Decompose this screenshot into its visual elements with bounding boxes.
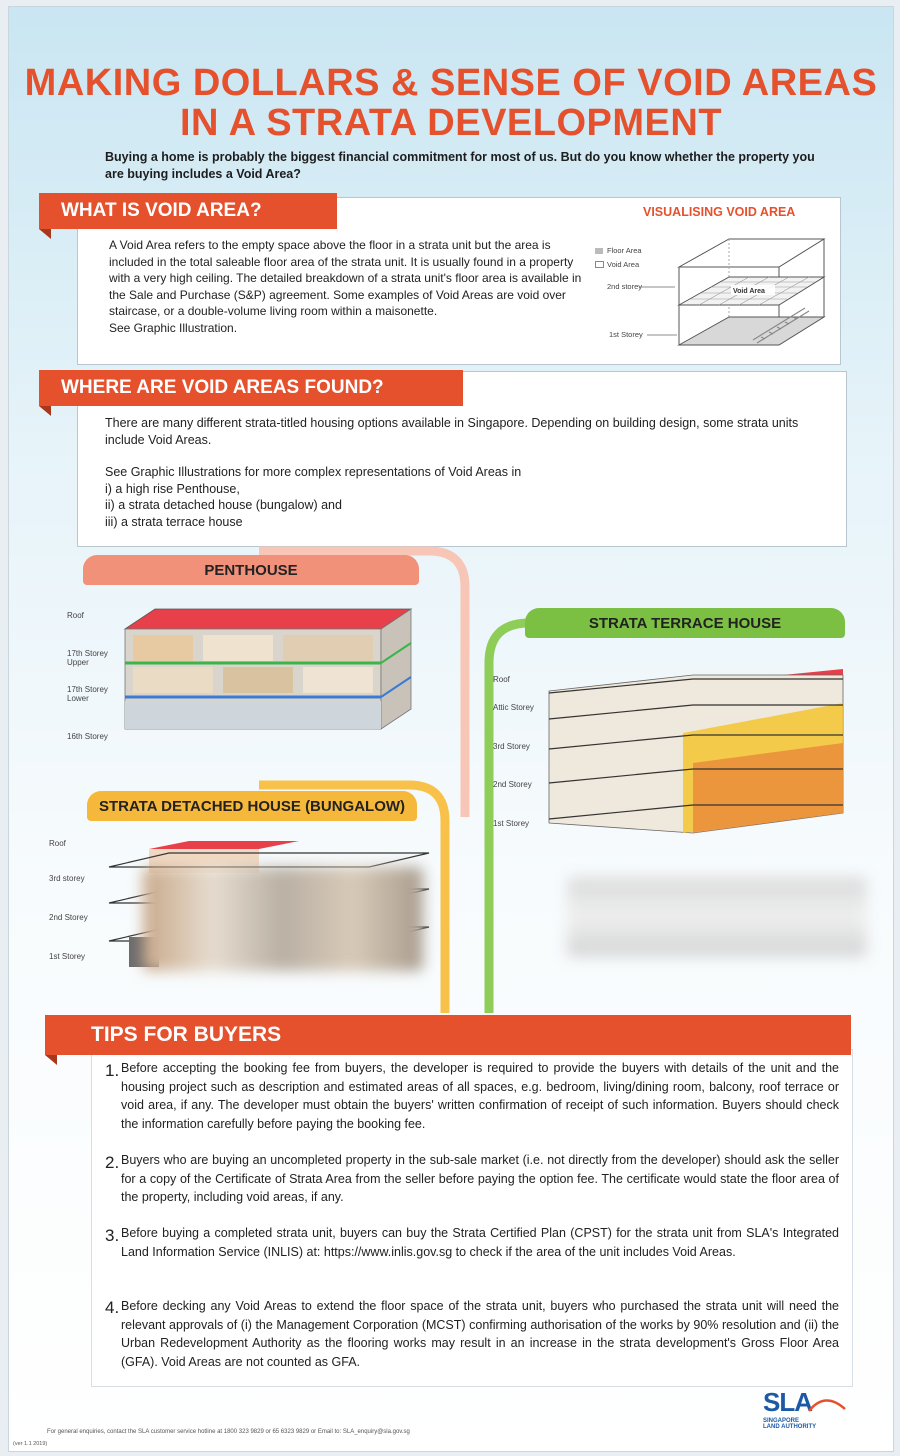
what-is-see: See Graphic Illustration. (109, 320, 238, 335)
terrace-label: Attic Storey (493, 703, 534, 712)
penthouse-label: 17th Storey Lower (67, 685, 108, 703)
what-is-definition: A Void Area refers to the empty space above the floor in a strata unit but the area is included in the total saleable floor area of the strata unit. It is usually found in a property with a very high ceiling. The detailed breakdown of a strata unit's floor area is available in the Sale and Purchase (S&P) agreement. Some examples of Void Areas are void over staircase, or a double-volume living room within a maisonette. (109, 238, 582, 318)
penthouse-illustration (119, 597, 419, 747)
penthouse-label: 17th Storey Upper (67, 649, 108, 667)
footer-version: (ver 1.1 2019) (13, 1441, 48, 1447)
tip-number: 2. (105, 1153, 120, 1172)
terrace-label: 2nd Storey (493, 780, 532, 789)
what-is-heading-text: WHAT IS VOID AREA? (61, 200, 262, 221)
where-para-2: See Graphic Illustrations for more complex representations of Void Areas in (105, 465, 522, 479)
blurred-region (567, 877, 867, 957)
tip-number: 4. (105, 1298, 120, 1317)
sla-logo (763, 1387, 853, 1443)
intro-text: Buying a home is probably the biggest financial commitment for most of us. But do you know whether the property you are buying includes a Void Area? (105, 150, 815, 181)
terrace-label: 1st Storey (493, 819, 530, 828)
legend-floor-label: Floor Area (607, 246, 642, 255)
penthouse-tag (83, 555, 419, 585)
where-item: ii) a strata detached house (bungalow) and (105, 498, 342, 512)
tip-text: Buyers who are buying an uncompleted property in the sub-sale market (i.e. not directly from the developer) should ask the seller for a copy of the Certificate of Strata Area from the seller before paying the option fee. The certificate would state the floor area of the property, including void areas, if any. (121, 1153, 839, 1204)
tip-text: Before decking any Void Areas to extend the floor space of the strata unit, buyers who purchased the strata unit will need the relevant approvals of (i) the Management Corporation (MCST) confirming authorisation of the works by 90% resolution and (ii) the Urban Redevelopment Authority as the flooring works may result in an increase in the strata development's Gross Floor Area (GFA). Void Areas are not counted as GFA. (121, 1299, 839, 1369)
penthouse-label: Roof (67, 611, 84, 620)
where-item: iii) a strata terrace house (105, 514, 243, 529)
tip-text: Before accepting the booking fee from buyers, the developer is required to provide the buyers with details of the unit and the housing project such as description and estimated areas of all spaces, e.g. bedroom, living/dining room, balcony, roof terrace or void area, if any. The developer must obtain the buyers' written confirmation of receipt of such information. Buyers should check the information carefully before paying the booking fee. (121, 1061, 839, 1131)
bungalow-label: 2nd Storey (49, 913, 88, 922)
title-line-2: IN A STRATA DEVELOPMENT (179, 102, 723, 144)
legend-floor-swatch (595, 248, 603, 254)
tip-number: 1. (105, 1061, 120, 1080)
where-para-1: There are many different strata-titled housing options available in Singapore. Depending on building design, some strata units include Void Areas. (105, 416, 799, 447)
bungalow-tag (87, 791, 417, 821)
terrace-tag (525, 608, 845, 638)
visualising-title: VISUALISING VOID AREA (643, 205, 796, 219)
what-is-body (109, 237, 583, 336)
tips-heading (45, 1015, 851, 1055)
void-area-tag: Void Area (733, 288, 765, 295)
bungalow-label: Roof (49, 839, 66, 848)
terrace-tag-text: STRATA TERRACE HOUSE (588, 614, 782, 632)
bungalow-label: 3rd storey (49, 874, 85, 883)
where-item: i) a high rise Penthouse, (105, 481, 240, 496)
heading-fold (39, 229, 51, 239)
penthouse-label: 16th Storey (67, 732, 108, 741)
where-body (105, 415, 829, 530)
blurred-region (143, 867, 423, 971)
sla-logo-sub2: LAND AUTHORITY (763, 1424, 817, 1430)
poster (8, 6, 894, 1452)
heading-fold (45, 1055, 57, 1065)
sla-logo-sub1: SINGAPORE (763, 1418, 800, 1424)
tip-text: Before buying a completed strata unit, buyers can buy the Strata Certified Plan (CPST) for the strata unit from SLA's Integrated Land Information Service (INLIS) at: https://www.inlis.gov.sg to check if the area of the unit includes Void Areas. (121, 1226, 839, 1259)
terrace-illustration (543, 663, 853, 843)
bungalow-tag-text: STRATA DETACHED HOUSE (BUNGALOW) (98, 797, 406, 815)
terrace-label: Roof (493, 675, 510, 684)
terrace-label: 3rd Storey (493, 742, 530, 751)
bungalow-label: 1st Storey (49, 952, 86, 961)
what-is-heading (39, 193, 337, 229)
where-heading (39, 370, 463, 406)
tip-number: 3. (105, 1226, 120, 1245)
label-2nd-storey: 2nd storey (607, 282, 643, 291)
page-title (9, 63, 893, 143)
legend-void-label: Void Area (607, 260, 640, 269)
penthouse-tag-text: PENTHOUSE (204, 561, 298, 579)
void-area-diagram (639, 225, 839, 355)
sla-swoosh-icon (807, 1391, 847, 1415)
tips-heading-text: TIPS FOR BUYERS (91, 1023, 282, 1046)
label-1st-storey: 1st Storey (609, 330, 643, 339)
where-heading-text: WHERE ARE VOID AREAS FOUND? (61, 377, 384, 398)
footer-contact: For general enquiries, contact the SLA customer service hotline at 1800 323 9829 or 65 6323 9829 or Email to: SLA_enquiry@sla.gov.sg (47, 1429, 410, 1435)
heading-fold (39, 406, 51, 416)
title-line-1: MAKING DOLLARS & SENSE OF VOID AREAS (24, 62, 878, 104)
legend-void-swatch (595, 261, 604, 268)
sla-logo-text: SLA (763, 1387, 812, 1417)
